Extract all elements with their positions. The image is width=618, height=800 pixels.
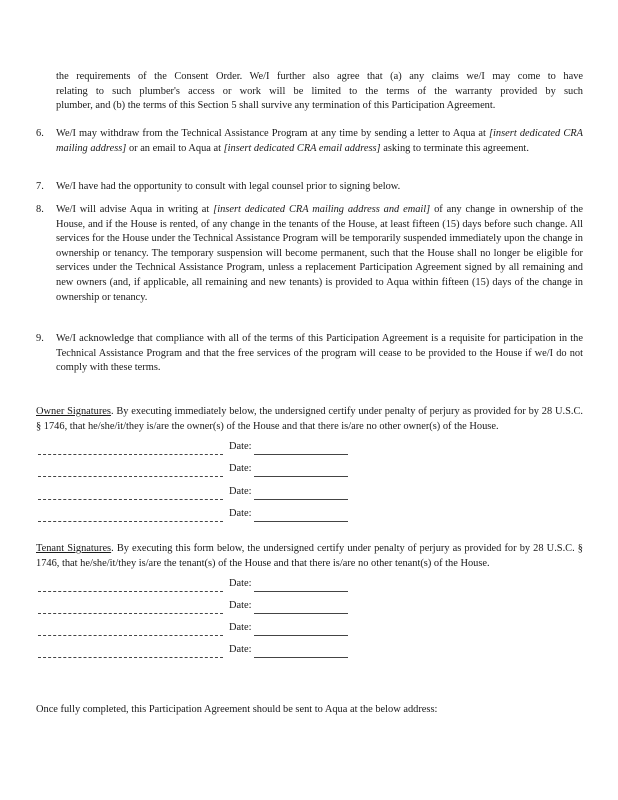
owner-date-label-1: Date: — [229, 441, 252, 453]
tenant-signature-field-4[interactable] — [38, 647, 223, 658]
tenant-signatures-text: . By executing this form below, the undersigned certify under penalty of perjury as provided for by 28 U.S.C. § 1746, that he/she/it/they is/are the tenant(s) of the House and that there is/are no other tenant(s) of the House. — [36, 543, 583, 569]
owner-signature-field-2[interactable] — [38, 466, 223, 477]
intro-line-2: relating to such plumber's access or work will be limited to the terms of the warranty provided by such — [56, 85, 583, 97]
owner-signature-row-1 — [38, 441, 348, 455]
tenant-signature-field-1[interactable] — [38, 581, 223, 592]
tenant-signature-row-4 — [38, 644, 348, 658]
tenant-signature-row-3 — [38, 622, 348, 636]
item-6-text-c: asking to terminate this agreement. — [380, 142, 529, 154]
item-9-text: We/I acknowledge that compliance with all of the terms of this Participation Agreement is a requisite for participation in the Technical Assistance Program and that the free services of the program will cease to be provided to the House if we/I do not comply with these terms. — [56, 333, 583, 374]
tenant-date-label-2: Date: — [229, 600, 252, 612]
owner-date-field-4[interactable] — [254, 511, 348, 522]
item-7-text: We/I have had the opportunity to consult with legal counsel prior to signing below. — [56, 181, 401, 192]
tenant-date-label-3: Date: — [229, 622, 252, 634]
item-6-number: 6. — [36, 128, 44, 139]
tenant-date-field-1[interactable] — [254, 581, 348, 592]
item-8-text-b: of any change in ownership of the House, and if the House is rented, of any change in the tenants of the House, at least fifteen (15) days before such change. All services for the House under the Technical Assistance Program will be temporarily suspended immediately upon the change in ownership or tenancy. The temporary suspension will become permanent, such that the House shall no longer be eligible for services under the Technical Assistance Program, unless a replacement Participation Agreement signed by all remaining and new owners (and, if applicable, all remaining and new tenants) is provided to Aqua within fifteen (15) days of the change in ownership or tenancy. — [56, 204, 584, 303]
owner-signature-field-3[interactable] — [38, 489, 223, 500]
item-7-number: 7. — [36, 181, 44, 192]
owner-date-label-3: Date: — [229, 486, 252, 498]
intro-paragraph — [56, 70, 583, 114]
tenant-date-field-2[interactable] — [254, 603, 348, 614]
item-6-italic-a: [insert dedicated CRA mailing address] — [56, 128, 583, 154]
tenant-signature-row-1 — [38, 578, 348, 592]
item-6-text-b: or an email to Aqua at — [126, 142, 224, 154]
owner-signatures-text: . By executing immediately below, the undersigned certify under penalty of perjury as provided for by 28 U.S.C. § 1746, that he/she/it/they is/are the owner(s) of the House and that there is/are no other owner(s) of the House. — [36, 406, 583, 432]
item-8-text-a: We/I will advise Aqua in writing at — [56, 204, 214, 215]
tenant-signatures-paragraph — [36, 542, 583, 571]
intro-line-1: the requirements of the Consent Order. We/I further also agree that (a) any claims we/I may come to have — [56, 71, 583, 82]
tenant-signatures-heading: Tenant Signatures — [36, 543, 112, 554]
footer-note: Once fully completed, this Participation Agreement should be sent to Aqua at the below address: — [36, 704, 438, 715]
item-6-italic-b: [insert dedicated CRA email address] — [223, 142, 381, 154]
owner-date-label-2: Date: — [229, 463, 252, 475]
owner-signature-row-4 — [38, 508, 348, 522]
item-9-number: 9. — [36, 333, 44, 344]
tenant-date-field-4[interactable] — [254, 647, 348, 658]
owner-signature-row-2 — [38, 463, 348, 477]
tenant-signature-row-2 — [38, 600, 348, 614]
tenant-date-field-3[interactable] — [254, 625, 348, 636]
owner-date-field-1[interactable] — [254, 444, 348, 455]
item-6-text-a: We/I may withdraw from the Technical Assistance Program at any time by sending a letter to Aqua at — [56, 128, 489, 139]
item-8-italic-a: [insert dedicated CRA mailing address and email] — [213, 204, 431, 215]
tenant-signature-field-2[interactable] — [38, 603, 223, 614]
owner-date-field-3[interactable] — [254, 489, 348, 500]
owner-date-field-2[interactable] — [254, 466, 348, 477]
owner-signature-field-1[interactable] — [38, 444, 223, 455]
owner-date-label-4: Date: — [229, 508, 252, 520]
item-6-text — [56, 127, 583, 156]
tenant-date-label-1: Date: — [229, 578, 252, 590]
intro-line-3: plumber, and (b) the terms of this Section 5 shall survive any termination of this Participation Agreement. — [56, 100, 496, 112]
item-8-text — [56, 203, 583, 305]
item-8-number: 8. — [36, 204, 44, 215]
owner-signature-row-3 — [38, 486, 348, 500]
tenant-signature-field-3[interactable] — [38, 625, 223, 636]
tenant-date-label-4: Date: — [229, 644, 252, 656]
owner-signatures-paragraph — [36, 405, 583, 434]
owner-signatures-heading: Owner Signatures — [36, 406, 111, 417]
owner-signature-field-4[interactable] — [38, 511, 223, 522]
